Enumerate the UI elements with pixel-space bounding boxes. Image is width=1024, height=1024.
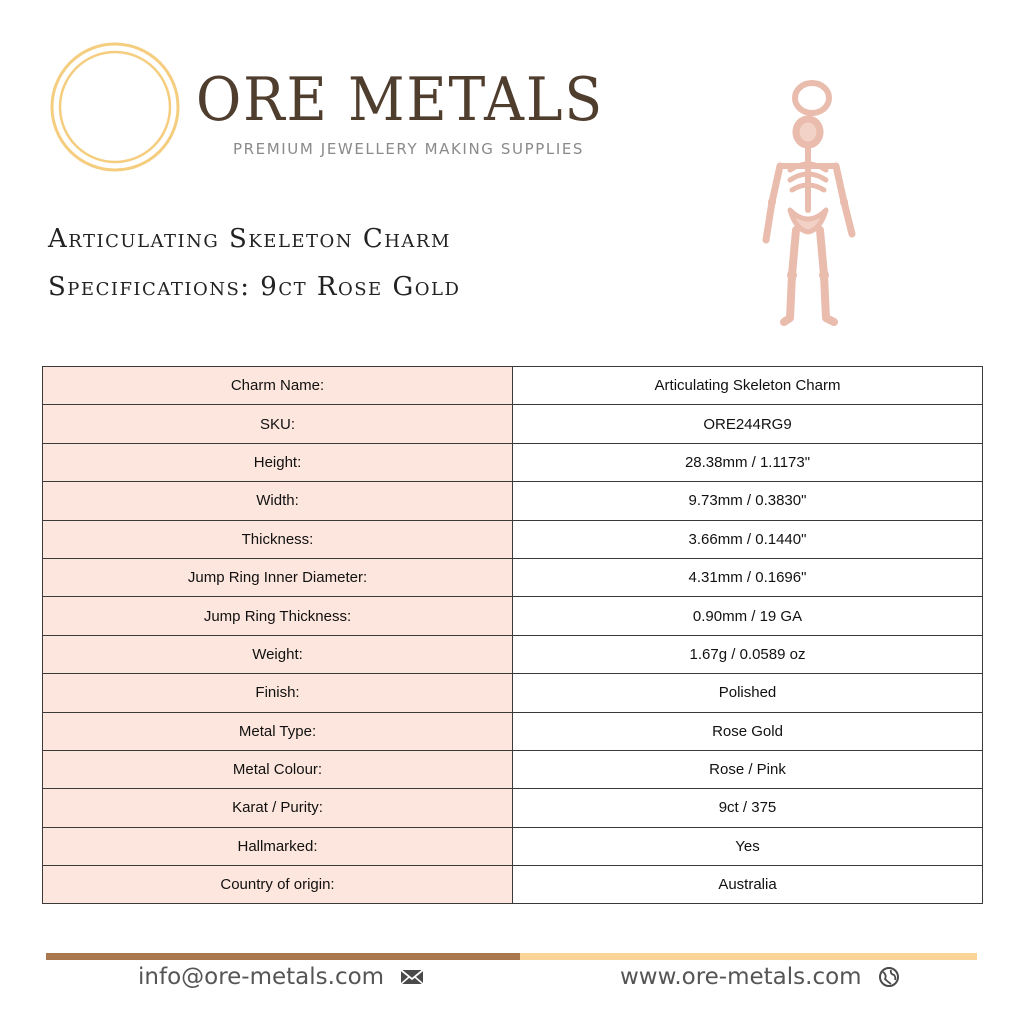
spec-label: Karat / Purity:: [43, 789, 513, 827]
table-row: [43, 635, 983, 673]
spec-value: 4.31mm / 0.1696": [513, 558, 983, 596]
footer-bar-right: [520, 953, 977, 960]
table-row: [43, 367, 983, 405]
spec-label: Height:: [43, 443, 513, 481]
spec-value: Polished: [513, 674, 983, 712]
spec-value: 9ct / 375: [513, 789, 983, 827]
spec-value: Rose Gold: [513, 712, 983, 750]
table-row: [43, 443, 983, 481]
footer-email[interactable]: [138, 964, 424, 990]
table-row: [43, 827, 983, 865]
spec-label: Metal Colour:: [43, 750, 513, 788]
envelope-icon: [400, 969, 424, 985]
spec-value: Articulating Skeleton Charm: [513, 367, 983, 405]
spec-value: Rose / Pink: [513, 750, 983, 788]
spec-value: 9.73mm / 0.3830": [513, 482, 983, 520]
spec-label: Thickness:: [43, 520, 513, 558]
table-row: [43, 712, 983, 750]
spec-label: Weight:: [43, 635, 513, 673]
table-row: [43, 520, 983, 558]
brand-logo: [48, 40, 668, 180]
spec-value: Yes: [513, 827, 983, 865]
spec-label: Metal Type:: [43, 712, 513, 750]
product-specifications-title: Specifications: 9ct Rose Gold: [48, 272, 461, 302]
spec-label: Jump Ring Thickness:: [43, 597, 513, 635]
spec-label: Finish:: [43, 674, 513, 712]
spec-value: 28.38mm / 1.1173": [513, 443, 983, 481]
product-title: Articulating Skeleton Charm: [48, 224, 451, 254]
table-row: [43, 597, 983, 635]
spec-value: ORE244RG9: [513, 405, 983, 443]
spec-label: Jump Ring Inner Diameter:: [43, 558, 513, 596]
footer-website[interactable]: [620, 964, 900, 990]
footer-bar-left: [46, 953, 520, 960]
spec-value: Australia: [513, 866, 983, 904]
specifications-table: [42, 366, 983, 904]
table-row: [43, 558, 983, 596]
table-row: [43, 674, 983, 712]
email-link[interactable]: info@ore-metals.com: [138, 964, 385, 990]
skeleton-charm-image: [740, 70, 870, 335]
spec-value: 1.67g / 0.0589 oz: [513, 635, 983, 673]
spec-label: Country of origin:: [43, 866, 513, 904]
table-row: [43, 750, 983, 788]
brand-tagline: PREMIUM JEWELLERY MAKING SUPPLIES: [233, 140, 585, 158]
table-row: [43, 482, 983, 520]
globe-icon: [878, 966, 900, 988]
spec-label: Charm Name:: [43, 367, 513, 405]
spec-label: SKU:: [43, 405, 513, 443]
spec-value: 0.90mm / 19 GA: [513, 597, 983, 635]
website-link[interactable]: www.ore-metals.com: [620, 964, 862, 990]
ring-logo-icon: [48, 40, 182, 174]
spec-label: Hallmarked:: [43, 827, 513, 865]
spec-label: Width:: [43, 482, 513, 520]
table-row: [43, 405, 983, 443]
spec-value: 3.66mm / 0.1440": [513, 520, 983, 558]
table-row: [43, 789, 983, 827]
table-row: [43, 866, 983, 904]
brand-name: ORE METALS: [196, 65, 605, 135]
